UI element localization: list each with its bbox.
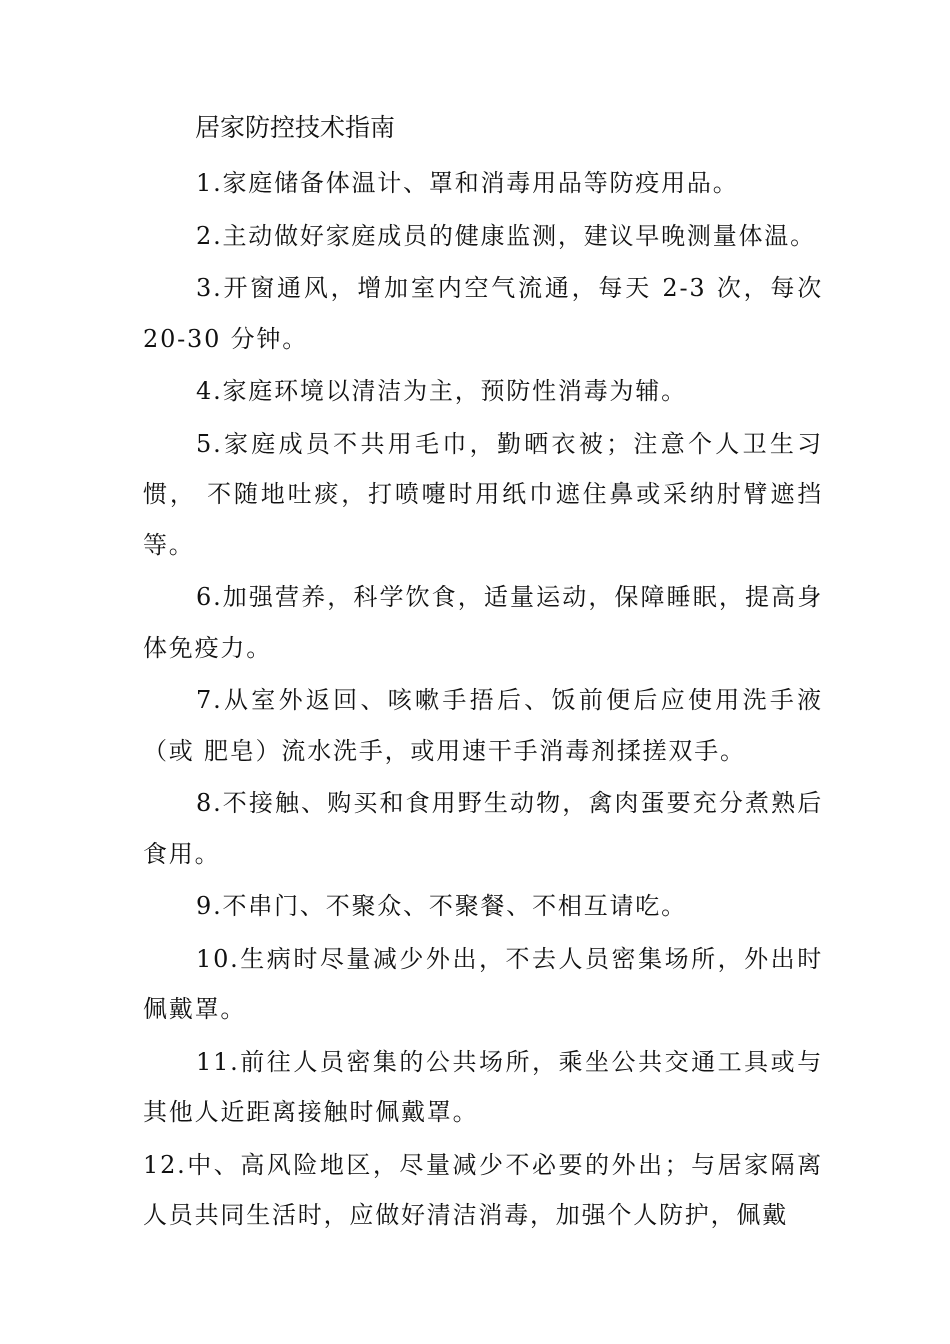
- document-title: 居家防控技术指南: [195, 113, 396, 142]
- guideline-item-8: 8.不接触、购买和食用野生动物，禽肉蛋要充分煮熟后食用。: [143, 789, 823, 868]
- guideline-item-2: 2.主动做好家庭成员的健康监测，建议早晚测量体温。: [196, 221, 816, 250]
- guideline-item-6: 6.加强营养，科学饮食，适量运动，保障睡眠，提高身体免疫力。: [143, 583, 823, 662]
- guideline-item-10: 10.生病时尽量减少外出，不去人员密集场所，外出时佩戴罩。: [143, 944, 823, 1023]
- guideline-item-12: 12.中、高风险地区，尽量减少不必要的外出；与居家隔离人员共同生活时，应做好清洁消毒，加强个人防护，佩戴: [143, 1150, 823, 1229]
- guideline-item-4: 4.家庭环境以清洁为主，预防性消毒为辅。: [196, 377, 687, 405]
- guideline-item-1: 1.家庭储备体温计、罩和消毒用品等防疫用品。: [196, 169, 739, 197]
- guideline-item-5: 5.家庭成员不共用毛巾，勤晒衣被；注意个人卫生习惯， 不随地吐痰，打喷嚏时用纸巾遮住鼻或采纳肘臂遮挡等。: [143, 429, 823, 559]
- guideline-item-9: 9.不串门、不聚众、不聚餐、不相互请吃。: [196, 892, 687, 920]
- guideline-item-3: 3.开窗通风，增加室内空气流通，每天 2-3 次，每次 20-30 分钟。: [143, 274, 823, 353]
- guideline-item-7: 7.从室外返回、咳嗽手捂后、饭前便后应使用洗手液（或 肥皂）流水洗手，或用速干手消毒剂揉搓双手。: [143, 686, 823, 765]
- guideline-item-11: 11.前往人员密集的公共场所，乘坐公共交通工具或与其他人近距离接触时佩戴罩。: [143, 1047, 823, 1126]
- guideline-list: [143, 158, 823, 1243]
